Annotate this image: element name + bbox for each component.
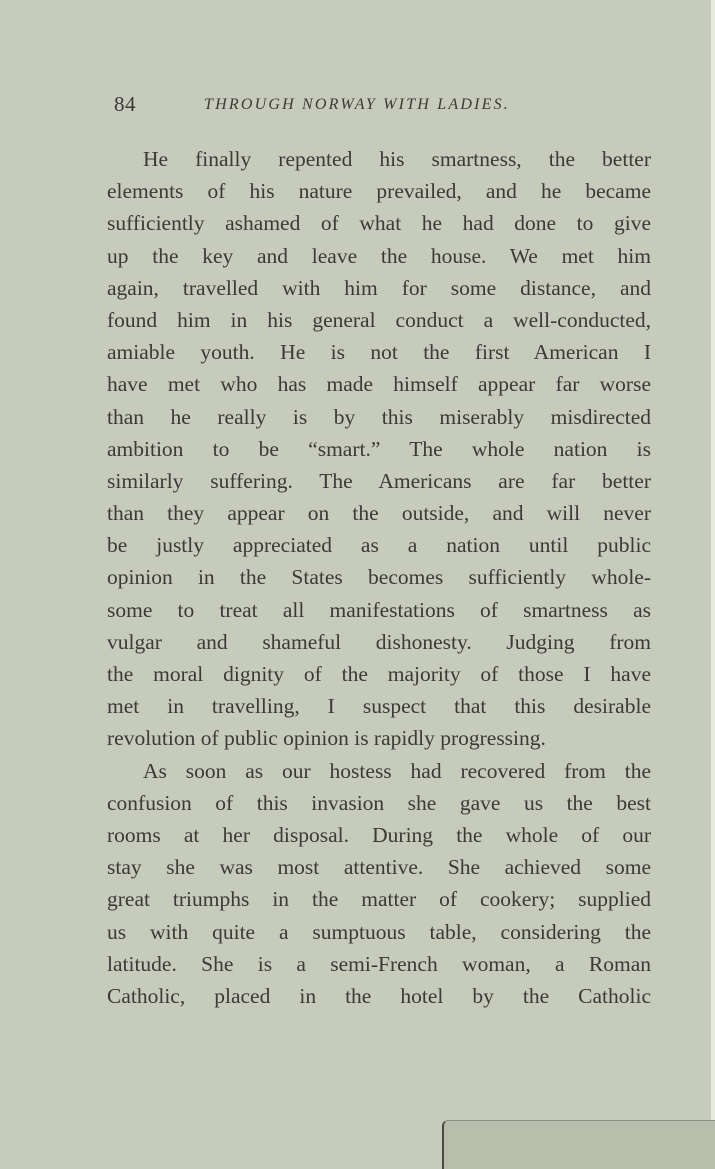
text-line: us with quite a sumptuous table, considering the: [107, 919, 651, 944]
text-line: Catholic, placed in the hotel by the Catholic: [107, 983, 651, 1008]
text-line: the moral dignity of the majority of those I have: [107, 662, 651, 686]
text-line: rooms at her disposal. During the whole of our: [107, 822, 651, 847]
text-line: opinion in the States becomes sufficiently whole-: [107, 565, 651, 590]
text-line: some to treat all manifestations of smartness as: [107, 597, 651, 622]
text-line: sufficiently ashamed of what he had done to give: [107, 211, 651, 236]
text-line: ambition to be “smart.” The whole nation is: [107, 436, 651, 461]
page-header: [114, 92, 594, 122]
text-line: similarly suffering. The Americans are far better: [107, 468, 651, 493]
page-number: 84: [114, 92, 136, 116]
text-line: revolution of public opinion is rapidly progressing.: [107, 726, 546, 751]
text-line: again, travelled with him for some distance, and: [107, 275, 651, 300]
text-line: He finally repented his smartness, the better: [143, 147, 651, 171]
text-line: confusion of this invasion she gave us the best: [107, 790, 651, 815]
text-line: found him in his general conduct a well-conducted,: [107, 307, 651, 332]
page-corner-shadow: [442, 1120, 715, 1169]
running-head: THROUGH NORWAY WITH LADIES.: [204, 96, 510, 113]
text-line: elements of his nature prevailed, and he became: [107, 179, 651, 204]
page-edge: [711, 0, 715, 1169]
text-line: met in travelling, I suspect that this desirable: [107, 694, 651, 719]
text-line: have met who has made himself appear far worse: [107, 372, 651, 397]
text-line: latitude. She is a semi-French woman, a Roman: [107, 951, 651, 976]
text-line: As soon as our hostess had recovered from the: [143, 758, 651, 783]
body-text: [107, 143, 651, 1012]
text-line: amiable youth. He is not the first American I: [107, 340, 651, 365]
text-line: than they appear on the outside, and will never: [107, 501, 651, 526]
text-line: up the key and leave the house. We met him: [107, 243, 651, 268]
text-line: be justly appreciated as a nation until public: [107, 533, 651, 558]
text-line: stay she was most attentive. She achieved some: [107, 855, 651, 880]
text-line: great triumphs in the matter of cookery; supplied: [107, 887, 651, 912]
text-line: than he really is by this miserably misdirected: [107, 404, 651, 429]
text-line: vulgar and shameful dishonesty. Judging from: [107, 629, 651, 654]
